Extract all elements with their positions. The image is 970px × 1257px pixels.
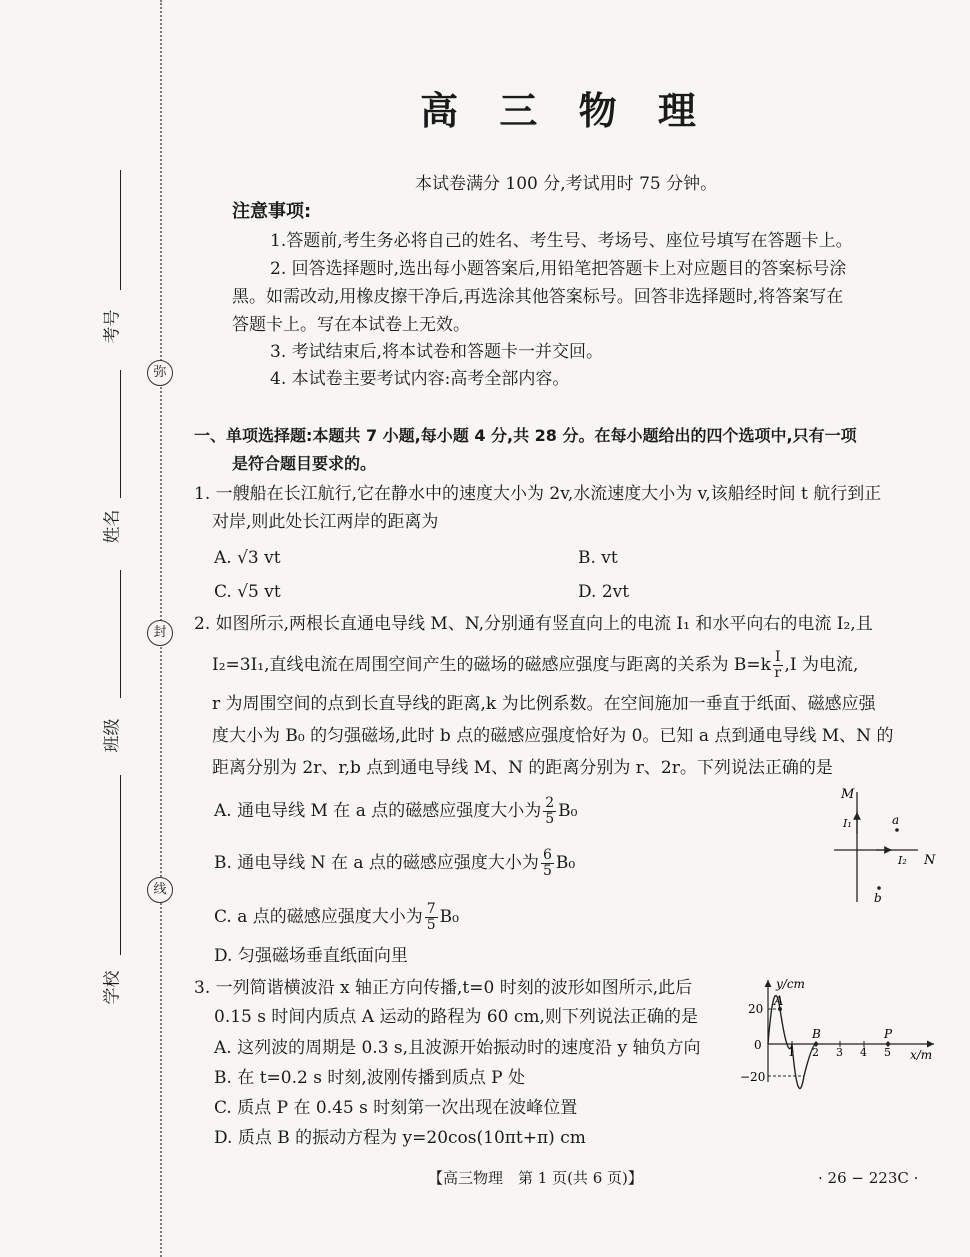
y-tick-bottom: −20 — [740, 1070, 766, 1084]
q1-option-d: D. 2vt — [578, 582, 630, 602]
q2-option-b: B. 通电导线 N 在 a 点的磁感应强度大小为 $\frac{6}{5}$ B₀ — [214, 847, 576, 879]
notice-line-4: 答题卡上。写在本试卷上无效。 — [232, 315, 470, 335]
label-A: A — [774, 994, 784, 1009]
q3-option-c: C. 质点 P 在 0.45 s 时刻第一次出现在波峰位置 — [214, 1098, 578, 1118]
q1-option-b: B. vt — [578, 548, 618, 568]
exam-no-label: 考号 — [102, 309, 123, 344]
q2-formula-fraction: $\frac{I}{r}$ — [774, 649, 782, 681]
school-label: 学校 — [102, 970, 123, 1005]
y-axis-label: y/cm — [776, 977, 805, 991]
q3-option-a: A. 这列波的周期是 0.3 s,且波源开始振动时的速度沿 y 轴负方向 — [214, 1038, 701, 1058]
footer-code: · 26 − 223C · — [818, 1169, 919, 1187]
section-heading-line1: 一、单项选择题:本题共 7 小题,每小题 4 分,共 28 分。在每小题给出的四个选项中,只有一项 — [194, 426, 857, 445]
q3-stem-line2: 0.15 s 时间内质点 A 运动的路程为 60 cm,则下列说法正确的是 — [214, 1007, 698, 1027]
point-B — [814, 1042, 818, 1046]
point-a — [895, 828, 899, 832]
q3-option-b: B. 在 t=0.2 s 时刻,波刚传播到质点 P 处 — [214, 1068, 525, 1088]
page-title: 高 三 物 理 — [420, 89, 710, 133]
label-i2: I₂ — [898, 854, 907, 867]
notice-line-3: 黑。如需改动,用橡皮擦干净后,再选涂其他答案标号。回答非选择题时,将答案写在 — [232, 287, 844, 307]
label-m: M — [841, 787, 855, 802]
label-B: B — [812, 1027, 821, 1041]
seal-char-mi: 弥 — [147, 360, 173, 386]
notice-line-1: 1.答题前,考生务必将自己的姓名、考生号、考场号、座位号填写在答题卡上。 — [270, 231, 853, 251]
section-heading-line2: 是符合题目要求的。 — [232, 454, 377, 473]
x-tick-4: 4 — [860, 1046, 867, 1059]
q2-stem-line3: r 为周围空间的点到长直导线的距离,k 为比例系数。在空间施加一垂直于纸面、磁感应强 — [212, 694, 876, 714]
q2-option-c: C. a 点的磁感应强度大小为 $\frac{7}{5}$ B₀ — [214, 901, 459, 933]
q3-option-d: D. 质点 B 的振动方程为 y=20cos(10πt+π) cm — [214, 1128, 586, 1148]
q2-stem-line1: 2. 如图所示,两根长直通电导线 M、N,分别通有竖直向上的电流 I₁ 和水平向右的电流 I₂,且 — [194, 614, 873, 634]
exam-info: 本试卷满分 100 分,考试用时 75 分钟。 — [415, 174, 718, 194]
q2-option-d: D. 匀强磁场垂直纸面向里 — [214, 946, 408, 966]
y-tick-top: 20 — [748, 1002, 764, 1016]
notice-line-2: 2. 回答选择题时,选出每小题答案后,用铅笔把答题卡上对应题目的答案标号涂 — [270, 259, 847, 279]
x-axis-label: x/m — [910, 1048, 933, 1062]
x-tick-2: 2 — [812, 1046, 819, 1059]
q2-option-a: A. 通电导线 M 在 a 点的磁感应强度大小为 $\frac{2}{5}$ B₀ — [214, 795, 578, 827]
exam-no-line — [120, 170, 121, 290]
q2-stem-line5: 距离分别为 2r、r,b 点到通电导线 M、N 的距离分别为 r、2r。下列说法正确的是 — [212, 758, 833, 778]
point-b — [877, 886, 881, 890]
name-line — [120, 370, 121, 498]
q2-wire-figure — [826, 784, 946, 908]
point-P — [886, 1042, 890, 1046]
seal-char-feng: 封 — [147, 620, 173, 646]
q3-wave-graph — [738, 972, 948, 1090]
x-tick-1: 1 — [788, 1046, 795, 1059]
y-tick-zero: 0 — [754, 1038, 762, 1052]
class-line — [120, 570, 121, 698]
x-tick-3: 3 — [836, 1046, 843, 1059]
name-label: 姓名 — [102, 509, 123, 544]
q1-stem-line1: 1. 一艘船在长江航行,它在静水中的速度大小为 2v,水流速度大小为 v,该船经时间 t 航行到正 — [194, 484, 882, 504]
label-b: b — [874, 891, 882, 905]
q1-stem-line2: 对岸,则此处长江两岸的距离为 — [212, 512, 439, 532]
q1-option-c: C. √5 vt — [214, 582, 281, 602]
notice-heading: 注意事项: — [232, 201, 312, 222]
label-P: P — [884, 1027, 893, 1041]
label-i1: I₁ — [843, 817, 852, 830]
class-label: 班级 — [102, 718, 123, 753]
q2-stem-line4: 度大小为 B₀ 的匀强磁场,此时 b 点的磁感应强度恰好为 0。已知 a 点到通电导线 M、N 的 — [212, 726, 894, 746]
q2-stem-line2: I₂=3I₁,直线电流在周围空间产生的磁场的磁感应强度与距离的关系为 B=k $\frac{I}{r}$ ,I 为电流, — [212, 649, 859, 681]
seal-char-xian: 线 — [147, 877, 173, 903]
q3-stem-line1: 3. 一列简谐横波沿 x 轴正方向传播,t=0 时刻的波形如图所示,此后 — [194, 978, 693, 998]
label-n: N — [924, 853, 936, 868]
school-line — [120, 775, 121, 955]
x-tick-5: 5 — [884, 1046, 891, 1059]
footer-page-info: 【高三物理 第 1 页(共 6 页)】 — [428, 1169, 643, 1187]
notice-line-6: 4. 本试卷主要考试内容:高考全部内容。 — [270, 369, 570, 389]
notice-line-5: 3. 考试结束后,将本试卷和答题卡一并交回。 — [270, 342, 604, 362]
q1-option-a: A. √3 vt — [214, 548, 281, 568]
label-a: a — [892, 813, 900, 827]
